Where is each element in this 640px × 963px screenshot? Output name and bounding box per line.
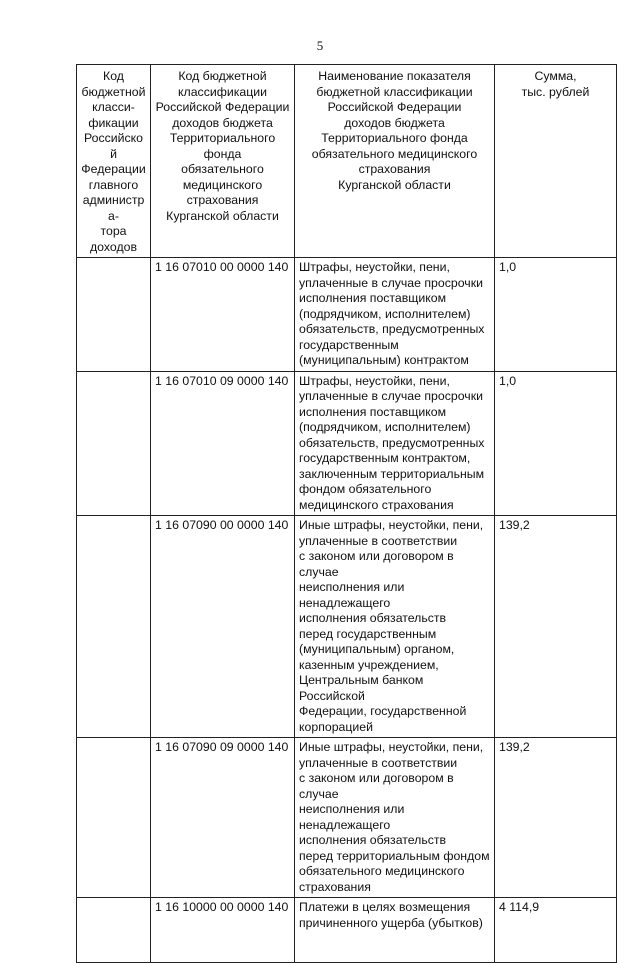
page-number: 5 (316, 38, 324, 53)
budget-code-cell: 1 16 07010 00 0000 140 (151, 258, 295, 372)
indicator-name-cell: Платежи в целях возмещения причиненного ущерба (убытков) (295, 898, 495, 963)
amount-cell: 139,2 (495, 738, 617, 898)
budget-code-cell: 1 16 07090 00 0000 140 (151, 516, 295, 738)
indicator-name-cell: Штрафы, неустойки, пени, уплаченные в случае просрочки исполнения поставщиком (подрядчиком, исполнителем) обязательств, предусмотренных государственным (муниципальным) контрактом (295, 258, 495, 372)
budget-code-cell: 1 16 07090 09 0000 140 (151, 738, 295, 898)
amount-cell: 1,0 (495, 371, 617, 516)
header-admin-code: Код бюджетной класси- фикации Российской Федерации главного администра- тора доходов (77, 65, 151, 258)
budget-code-cell: 1 16 07010 09 0000 140 (151, 371, 295, 516)
header-budget-code: Код бюджетной классификации Российской Федерации доходов бюджета Территориального фонда обязательного медицинского страхования Курганской области (151, 65, 295, 258)
header-amount: Сумма, тыс. рублей (495, 65, 617, 258)
amount-cell: 4 114,9 (495, 898, 617, 963)
indicator-name-cell: Иные штрафы, неустойки, пени, уплаченные в соответствии с законом или договором в случае неисполнения или ненадлежащего исполнения обязательств перед территориальным фондом обязательного медицинского страхования (295, 738, 495, 898)
table-row (77, 258, 617, 372)
amount-cell: 1,0 (495, 258, 617, 372)
indicator-name-cell: Иные штрафы, неустойки, пени, уплаченные в соответствии с законом или договором в случае неисполнения или ненадлежащего исполнения обязательств перед государственным (муниципальным) органом, казенным учреждением, Центральным банком Российской Федерации, государственной корпорацией (295, 516, 495, 738)
indicator-name-cell: Штрафы, неустойки, пени, уплаченные в случае просрочки исполнения поставщиком (подрядчиком, исполнителем) обязательств, предусмотренных государственным контрактом, заключенным территориальным фондом обязательного медицинского страхования (295, 371, 495, 516)
admin-code-cell (77, 516, 151, 738)
budget-code-cell: 1 16 10000 00 0000 140 (151, 898, 295, 963)
table-row (77, 898, 617, 963)
admin-code-cell (77, 898, 151, 963)
amount-cell: 139,2 (495, 516, 617, 738)
table-row (77, 738, 617, 898)
header-indicator-name: Наименование показателя бюджетной классификации Российской Федерации доходов бюджета Территориального фонда обязательного медицинского страхования Курганской области (295, 65, 495, 258)
table-row (77, 516, 617, 738)
admin-code-cell (77, 258, 151, 372)
table-row (77, 371, 617, 516)
table-header-row (77, 65, 617, 258)
budget-classification-table (76, 64, 617, 963)
admin-code-cell (77, 371, 151, 516)
admin-code-cell (77, 738, 151, 898)
